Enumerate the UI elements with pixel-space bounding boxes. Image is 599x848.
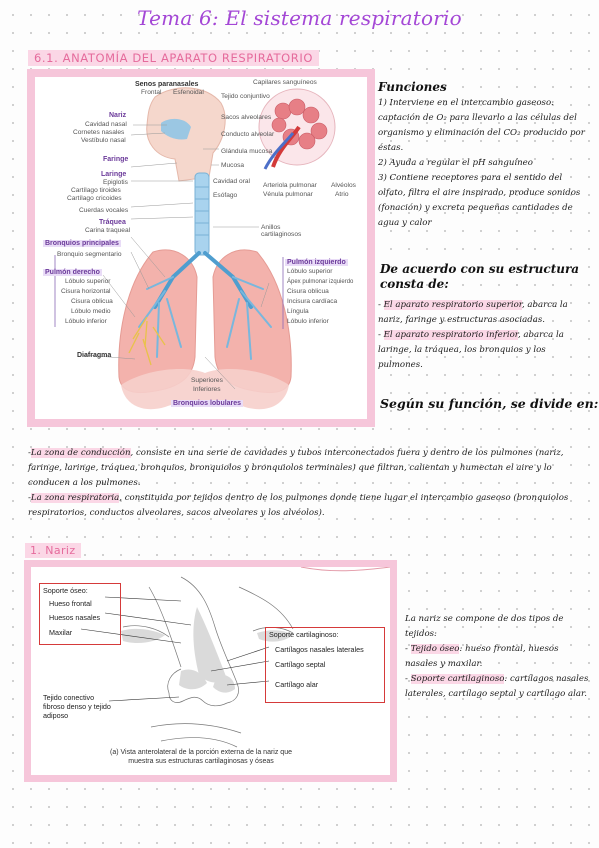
estructura-inferior: - El aparato respiratorio inferior, abarca la laringe, la tráquea, los bronquios y los pulmones. xyxy=(378,330,564,370)
label-senos-paranasales: Senos paranasales xyxy=(135,81,199,88)
label-glandula-mucosa: Glándula mucosa xyxy=(221,148,273,155)
estructura-heading: De acuerdo con su estructura consta de: xyxy=(380,262,580,291)
label-lobulo-superior-izquierdo: Lóbulo superior xyxy=(287,268,333,275)
label-diafragma: Diafragma xyxy=(77,352,112,359)
label-maxilar: Maxilar xyxy=(49,628,73,637)
label-capilares: Capilares sanguíneos xyxy=(253,79,317,86)
estructura-inferior-text: , abarca la laringe, la tráquea, los bronquios y los pulmones. xyxy=(378,330,564,370)
nariz-soporte-cart-key: Soporte cartilaginoso xyxy=(410,674,505,684)
label-cisura-oblicua-derecha: Cisura oblicua xyxy=(71,298,113,305)
label-lingula: Língula xyxy=(287,308,309,315)
bronquios-principales-highlight: Bronquios principales xyxy=(45,240,119,247)
figure-respiratory-frame xyxy=(27,69,375,427)
label-alveolos: Alvéolos xyxy=(331,182,356,189)
funciones-item-1: 1) Interviene en el intercambio gaseoso: captación de O₂ para llevarlo a las células del organismo y eliminación del CO₂ producido por éstas. xyxy=(378,98,585,153)
nariz-intro: La nariz se compone de dos tipos de tejidos: xyxy=(405,614,564,639)
zona-respiratoria: -La zona respiratoria, constituida por tejidos dentro de los pulmones donde tiene lugar el intercambio gaseoso (bronquiolos respiratorios, conductos alveolares, sacos alveolares y los alvéolos). xyxy=(28,493,569,518)
label-superiores: Superiores xyxy=(191,377,223,384)
label-soporte-cartilaginoso: Soporte cartilaginoso: xyxy=(269,630,339,639)
label-cartilago-tiroides: Cartílago tiroides xyxy=(71,187,121,194)
label-cisura-oblicua-izquierda: Cisura oblicua xyxy=(287,288,329,295)
zona-conduccion-text: , consiste en una serie de cavidades y tubos interconectados fuera y dentro de los pulmones (nariz, faringe, laringe, tráquea, bronquios, bronquiolos y bronquiolos terminales) que filtran, calientan y humectan el aire y lo conducen a los pulmones. xyxy=(28,448,564,488)
label-lobulo-medio: Lóbulo medio xyxy=(71,308,111,315)
estructura-superior-key: El aparato respiratorio superior xyxy=(383,300,522,310)
label-lobulo-inferior-derecho: Lóbulo inferior xyxy=(65,318,107,325)
label-cornetes: Cornetes nasales xyxy=(73,129,125,136)
nariz-tejido-oseo-key: Tejido óseo xyxy=(410,644,460,654)
label-cartilago-septal: Cartílago septal xyxy=(275,660,326,669)
zonas-paragraph xyxy=(28,446,588,521)
funciones-item-3: 3) Contiene receptores para el sentido del olfato, filtra el aire inspirado, produce sonidos (fonación) y excreta pequeñas cantidades de agua y calor xyxy=(378,173,581,228)
section-title-nariz: 1. Nariz xyxy=(25,543,81,558)
label-frontal: Frontal xyxy=(141,89,162,96)
label-tejido-conectivo: Tejido conectivo fibroso denso y tejido adiposo xyxy=(43,693,111,720)
label-faringe: Faringe xyxy=(103,156,129,163)
funciones-list xyxy=(378,96,592,231)
label-pulmon-izquierdo xyxy=(285,259,348,266)
label-arteriola: Arteriola pulmonar xyxy=(263,182,317,189)
funcion-heading: Según su función, se divide en: xyxy=(380,396,599,411)
nariz-notes xyxy=(405,612,591,702)
figure-nose xyxy=(31,567,390,775)
label-cartilago-alar: Cartílago alar xyxy=(275,680,319,689)
zona-conduccion-key: La zona de conducción xyxy=(30,448,131,458)
estructura-superior-text: , abarca la nariz, faringe y estructuras asociadas. xyxy=(378,300,568,325)
label-vestibulo: Vestíbulo nasal xyxy=(81,137,126,144)
label-sacos-alveolares: Sacos alveolares xyxy=(221,114,272,121)
label-pulmon-derecho xyxy=(43,269,102,276)
figure-respiratory xyxy=(35,77,367,419)
label-cartilago-cricoides: Cartílago cricoides xyxy=(67,195,122,202)
label-lobulo-superior-derecho: Lóbulo superior xyxy=(65,278,111,285)
page-title: Tema 6: El sistema respiratorio xyxy=(137,6,462,30)
label-traquea: Tráquea xyxy=(99,219,126,226)
label-laringe: Laringe xyxy=(101,171,127,178)
label-carina: Carina traqueal xyxy=(85,227,131,234)
zona-respiratoria-text: , constituida por tejidos dentro de los pulmones donde tiene lugar el intercambio gaseoso (bronquiolos respiratorios, conductos alveolares, sacos alveolares y los alvéolos). xyxy=(28,493,569,518)
pulmon-izquierdo-highlight: Pulmón izquierdo xyxy=(287,259,346,266)
funciones-heading: Funciones xyxy=(378,80,447,94)
zona-conduccion: -La zona de conducción, consiste en una serie de cavidades y tubos interconectados fuera y dentro de los pulmones (nariz, faringe, laringe, tráquea, bronquios, bronquiolos y bronquiolos terminales) que filtran, calientan y humectan el aire y lo conducen a los pulmones. xyxy=(28,448,564,488)
funciones-item-2: 2) Ayuda a regular el pH sanguíneo xyxy=(378,158,533,168)
label-atrio: Atrio xyxy=(335,191,349,198)
section-title-anatomia: 6.1. ANATOMÍA DEL APARATO RESPIRATORIO xyxy=(28,50,319,66)
label-venula: Vénula pulmonar xyxy=(263,191,313,198)
label-huesos-nasales: Huesos nasales xyxy=(49,613,101,622)
nariz-soporte-cart-text: : cartílagos nasales laterales, cartílago septal y cartílago alar. xyxy=(405,674,589,699)
label-apex: Ápex pulmonar izquierdo xyxy=(287,279,354,285)
label-mucosa: Mucosa xyxy=(221,162,245,169)
estructura-list xyxy=(378,298,592,373)
figure-nose-frame xyxy=(24,560,397,782)
label-esfenoidal: Esfenoidal xyxy=(173,89,204,96)
label-cisura-horizontal: Cisura horizontal xyxy=(61,288,111,295)
estructura-inferior-key: El aparato respiratorio inferior xyxy=(383,330,518,340)
estructura-superior: - El aparato respiratorio superior, abarca la nariz, faringe y estructuras asociadas. xyxy=(378,300,568,325)
label-esofago: Esófago xyxy=(213,192,238,199)
label-lobulo-inferior-izquierdo: Lóbulo inferior xyxy=(287,318,329,325)
label-conducto-alveolar: Conducto alveolar xyxy=(221,131,275,138)
label-nariz: Nariz xyxy=(109,112,127,119)
label-soporte-oseo: Soporte óseo: xyxy=(43,586,88,595)
label-bronquios-lobulares xyxy=(171,400,243,407)
pulmon-derecho-highlight: Pulmón derecho xyxy=(45,269,100,276)
nariz-tejido-oseo: - Tejido óseo: hueso frontal, huesos nasales y maxilar. xyxy=(405,644,559,669)
label-hueso-frontal: Hueso frontal xyxy=(49,599,92,608)
label-cavidad-oral: Cavidad oral xyxy=(213,178,251,185)
label-cartilagos-laterales: Cartílagos nasales laterales xyxy=(275,645,364,654)
figure-nose-caption: (a) Vista anterolateral de la porción externa de la nariz que muestra sus estructuras cartilaginosas y óseas xyxy=(110,749,292,766)
label-incisura: Incisura cardíaca xyxy=(287,298,338,305)
label-epiglotis: Epiglotis xyxy=(103,179,128,186)
nariz-tejido-oseo-text: : hueso frontal, huesos nasales y maxilar. xyxy=(405,644,559,669)
label-bronquios-principales xyxy=(43,240,121,247)
zona-respiratoria-key: La zona respiratoria xyxy=(30,493,120,503)
label-inferiores: Inferiores xyxy=(193,386,221,393)
label-cuerdas-vocales: Cuerdas vocales xyxy=(79,207,129,214)
bronquios-lobulares-highlight: Bronquios lobulares xyxy=(173,400,242,407)
label-cavidad-nasal: Cavidad nasal xyxy=(85,121,127,128)
label-tejido-conjuntivo: Tejido conjuntivo xyxy=(221,93,270,100)
label-anillos: Anillos cartilaginosos xyxy=(261,224,302,238)
nariz-soporte-cart: - Soporte cartilaginoso: cartílagos nasales laterales, cartílago septal y cartílago alar. xyxy=(405,674,589,699)
label-bronquio-segmentario: Bronquio segmentario xyxy=(57,251,122,258)
